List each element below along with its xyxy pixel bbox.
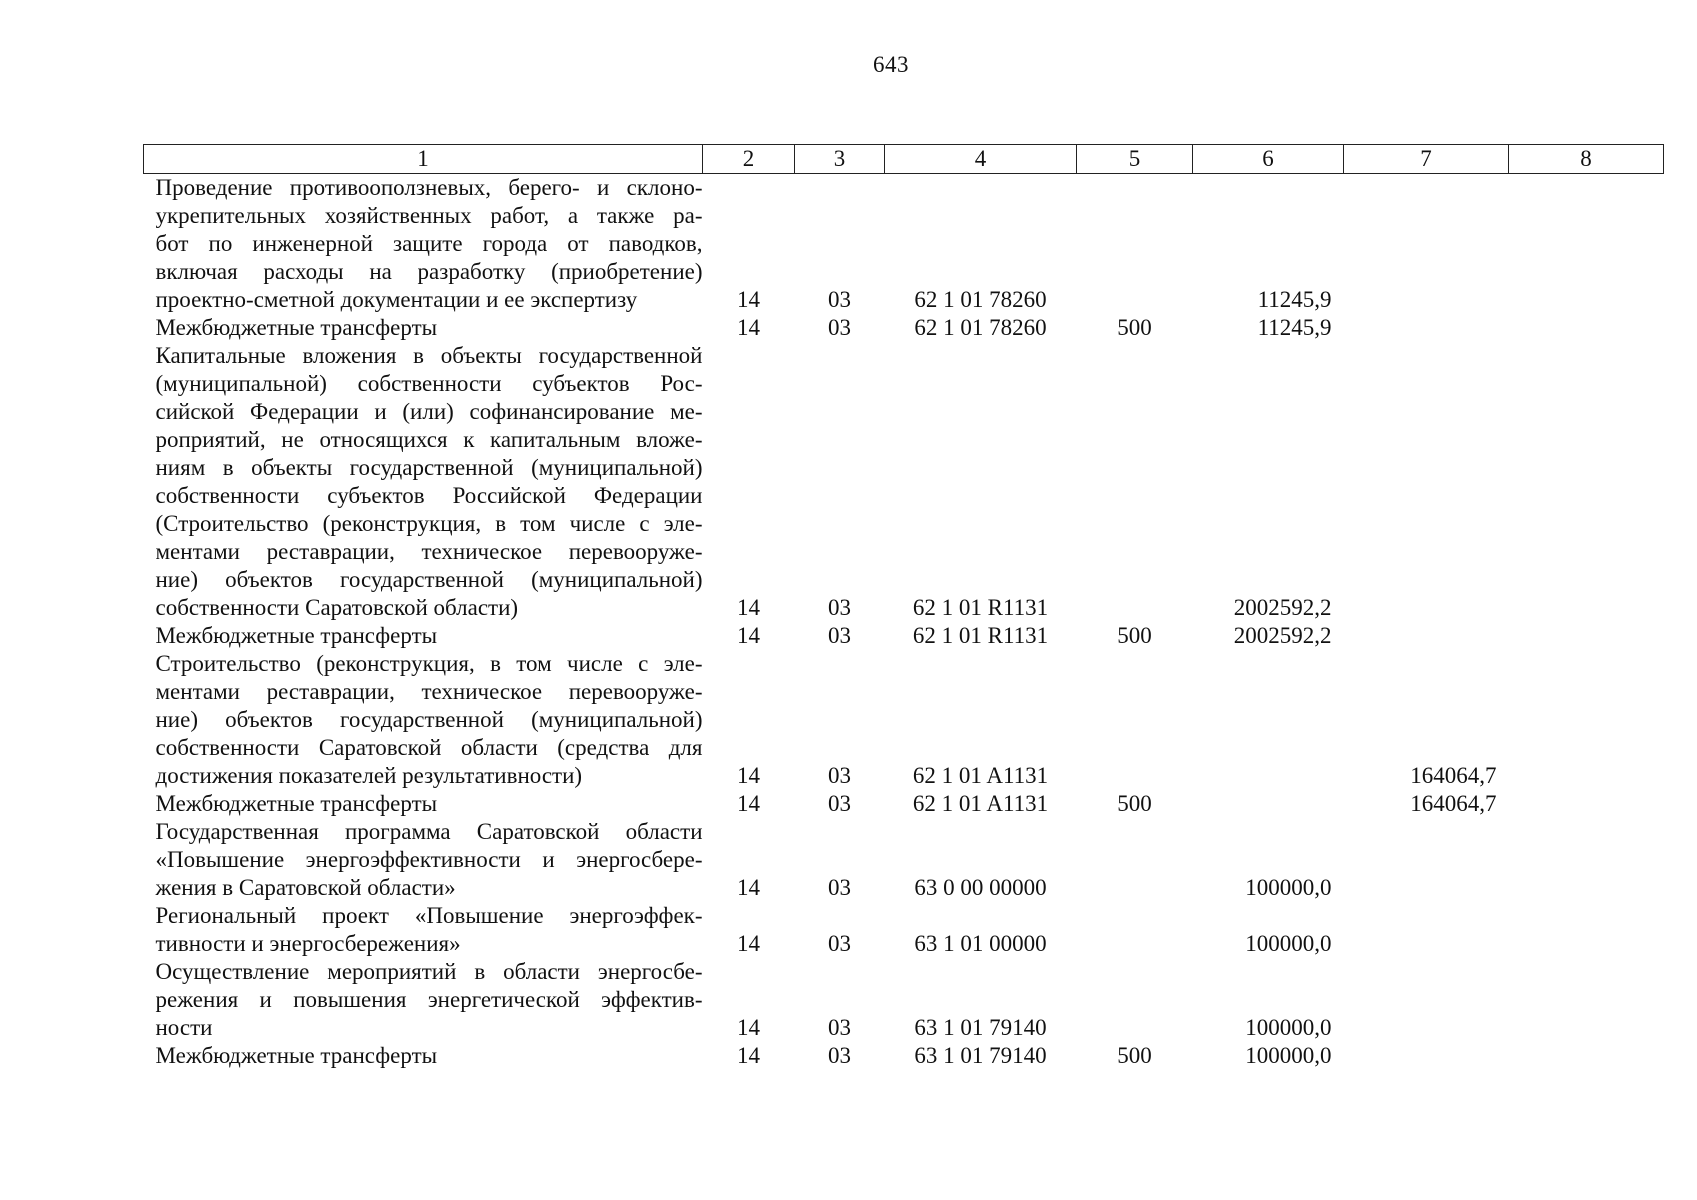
expense-type-code: 500 <box>1117 791 1152 816</box>
target-item-code: 63 0 00 00000 <box>914 875 1047 900</box>
subsection-code: 03 <box>828 287 851 312</box>
description-line: «Повышение энергоэффективности и энергосбере- <box>155 847 703 872</box>
row-description <box>144 958 703 1042</box>
amount-col-8 <box>1509 958 1664 1042</box>
amount-col-6: 100000,0 <box>1245 931 1332 956</box>
target-item-code: 62 1 01 A1131 <box>912 791 1049 816</box>
row-description <box>144 790 703 818</box>
amount-col-7 <box>1344 314 1509 342</box>
description-line: включая расходы на разработку (приобретение) <box>155 259 703 284</box>
amount-col-7 <box>1344 958 1509 1042</box>
description-line: проектно-сметной документации и ее экспертизу <box>155 287 638 312</box>
description-line: Межбюджетные трансферты <box>155 315 438 340</box>
description-line: достижения показателей результативности) <box>155 763 583 788</box>
description-line: Региональный проект «Повышение энергоэффек- <box>155 903 703 928</box>
row-description <box>144 174 703 315</box>
amount-col-8 <box>1509 790 1664 818</box>
amount-col-6: 100000,0 <box>1245 875 1332 900</box>
expense-type-code: 500 <box>1117 623 1152 648</box>
amount-col-6: 11245,9 <box>1257 287 1332 312</box>
target-item-code: 62 1 01 78260 <box>914 315 1047 340</box>
description-line: ментами реставрации, техническое перевооруже- <box>155 679 703 704</box>
description-line: Межбюджетные трансферты <box>155 791 438 816</box>
row-description <box>144 1042 703 1070</box>
description-line: укрепительных хозяйственных работ, а также ра- <box>155 203 703 228</box>
description-line: ниям в объекты государственной (муниципальной) <box>155 455 703 480</box>
subsection-code: 03 <box>828 623 851 648</box>
target-item-code: 62 1 01 A1131 <box>912 763 1049 788</box>
subsection-code: 03 <box>828 315 851 340</box>
description-line: ментами реставрации, техническое перевооруже- <box>155 539 703 564</box>
section-code: 14 <box>737 931 760 956</box>
section-code: 14 <box>737 623 760 648</box>
target-item-code: 63 1 01 00000 <box>914 931 1047 956</box>
header-col-8: 8 <box>1509 145 1664 174</box>
table-row <box>144 650 1664 790</box>
expense-type-code <box>1077 818 1193 902</box>
amount-col-7 <box>1344 174 1509 315</box>
amount-col-6 <box>1193 650 1344 790</box>
row-description <box>144 314 703 342</box>
amount-col-8 <box>1509 174 1664 315</box>
amount-col-8 <box>1509 1042 1664 1070</box>
subsection-code: 03 <box>828 875 851 900</box>
header-col-3: 3 <box>795 145 885 174</box>
section-code: 14 <box>737 595 760 620</box>
table-body <box>144 174 1664 1071</box>
subsection-code: 03 <box>828 1015 851 1040</box>
amount-col-6: 2002592,2 <box>1233 623 1332 648</box>
description-line: (муниципальной) собственности субъектов Рос- <box>155 371 703 396</box>
header-col-6: 6 <box>1193 145 1344 174</box>
description-line: Межбюджетные трансферты <box>155 623 438 648</box>
amount-col-7 <box>1344 902 1509 958</box>
description-line: бот по инженерной защите города от паводков, <box>155 231 703 256</box>
description-line: режения и повышения энергетической эффектив- <box>155 987 703 1012</box>
section-code: 14 <box>737 875 760 900</box>
section-code: 14 <box>737 315 760 340</box>
description-line: жения в Саратовской области» <box>155 875 456 900</box>
section-code: 14 <box>737 791 760 816</box>
description-line: Строительство (реконструкция, в том числе с эле- <box>155 651 703 676</box>
header-col-1: 1 <box>144 145 703 174</box>
table-row <box>144 902 1664 958</box>
row-description <box>144 650 703 790</box>
row-description <box>144 622 703 650</box>
subsection-code: 03 <box>828 763 851 788</box>
table-row <box>144 342 1664 622</box>
amount-col-7: 164064,7 <box>1410 791 1497 816</box>
amount-col-8 <box>1509 622 1664 650</box>
target-item-code: 62 1 01 R1131 <box>912 623 1049 648</box>
amount-col-6: 100000,0 <box>1245 1043 1332 1068</box>
description-line: собственности субъектов Российской Федерации <box>155 483 703 508</box>
table-row <box>144 622 1664 650</box>
expense-type-code <box>1077 958 1193 1042</box>
amount-col-8 <box>1509 818 1664 902</box>
row-description <box>144 902 703 958</box>
header-row <box>144 145 1664 174</box>
section-code: 14 <box>737 763 760 788</box>
target-item-code: 63 1 01 79140 <box>914 1015 1047 1040</box>
description-line: Осуществление мероприятий в области энергосбе- <box>155 959 703 984</box>
target-item-code: 63 1 01 79140 <box>914 1043 1047 1068</box>
header-col-4: 4 <box>885 145 1077 174</box>
description-line: Проведение противооползневых, берего- и склоно- <box>155 175 703 200</box>
section-code: 14 <box>737 1015 760 1040</box>
page-number: 643 <box>873 52 909 77</box>
description-line: сийской Федерации и (или) софинансирование ме- <box>155 399 703 424</box>
amount-col-8 <box>1509 314 1664 342</box>
description-line: роприятий, не относящихся к капитальным вложе- <box>155 427 703 452</box>
table-row <box>144 314 1664 342</box>
amount-col-6: 11245,9 <box>1257 315 1332 340</box>
amount-col-7 <box>1344 622 1509 650</box>
target-item-code: 62 1 01 78260 <box>914 287 1047 312</box>
row-description <box>144 342 703 622</box>
expense-type-code: 500 <box>1117 315 1152 340</box>
expense-type-code: 500 <box>1117 1043 1152 1068</box>
description-line: ности <box>155 1015 213 1040</box>
description-line: ние) объектов государственной (муниципальной) <box>155 567 703 592</box>
target-item-code: 62 1 01 R1131 <box>912 595 1049 620</box>
expense-type-code <box>1077 342 1193 622</box>
subsection-code: 03 <box>828 931 851 956</box>
description-line: собственности Саратовской области (средства для <box>155 735 703 760</box>
amount-col-8 <box>1509 650 1664 790</box>
description-line: тивности и энергосбережения» <box>155 931 461 956</box>
amount-col-7: 164064,7 <box>1410 763 1497 788</box>
description-line: ние) объектов государственной (муниципальной) <box>155 707 703 732</box>
section-code: 14 <box>737 1043 760 1068</box>
amount-col-6: 2002592,2 <box>1233 595 1332 620</box>
description-line: Государственная программа Саратовской области <box>155 819 703 844</box>
description-line: (Строительство (реконструкция, в том числе с эле- <box>155 511 703 536</box>
budget-table <box>143 144 1664 1070</box>
row-description <box>144 818 703 902</box>
section-code: 14 <box>737 287 760 312</box>
expense-type-code <box>1077 650 1193 790</box>
amount-col-8 <box>1509 342 1664 622</box>
table-row <box>144 958 1664 1042</box>
description-line: собственности Саратовской области) <box>155 595 519 620</box>
amount-col-6 <box>1193 790 1344 818</box>
amount-col-6: 100000,0 <box>1245 1015 1332 1040</box>
table-row <box>144 790 1664 818</box>
amount-col-8 <box>1509 902 1664 958</box>
expense-type-code <box>1077 174 1193 315</box>
amount-col-7 <box>1344 818 1509 902</box>
subsection-code: 03 <box>828 595 851 620</box>
header-col-7: 7 <box>1344 145 1509 174</box>
subsection-code: 03 <box>828 1043 851 1068</box>
table-row <box>144 1042 1664 1070</box>
description-line: Межбюджетные трансферты <box>155 1043 438 1068</box>
table-row <box>144 818 1664 902</box>
header-col-5: 5 <box>1077 145 1193 174</box>
amount-col-7 <box>1344 1042 1509 1070</box>
description-line: Капитальные вложения в объекты государственной <box>155 343 703 368</box>
expense-type-code <box>1077 902 1193 958</box>
table-header <box>144 145 1664 174</box>
amount-col-7 <box>1344 342 1509 622</box>
header-col-2: 2 <box>703 145 795 174</box>
table-row <box>144 174 1664 315</box>
subsection-code: 03 <box>828 791 851 816</box>
